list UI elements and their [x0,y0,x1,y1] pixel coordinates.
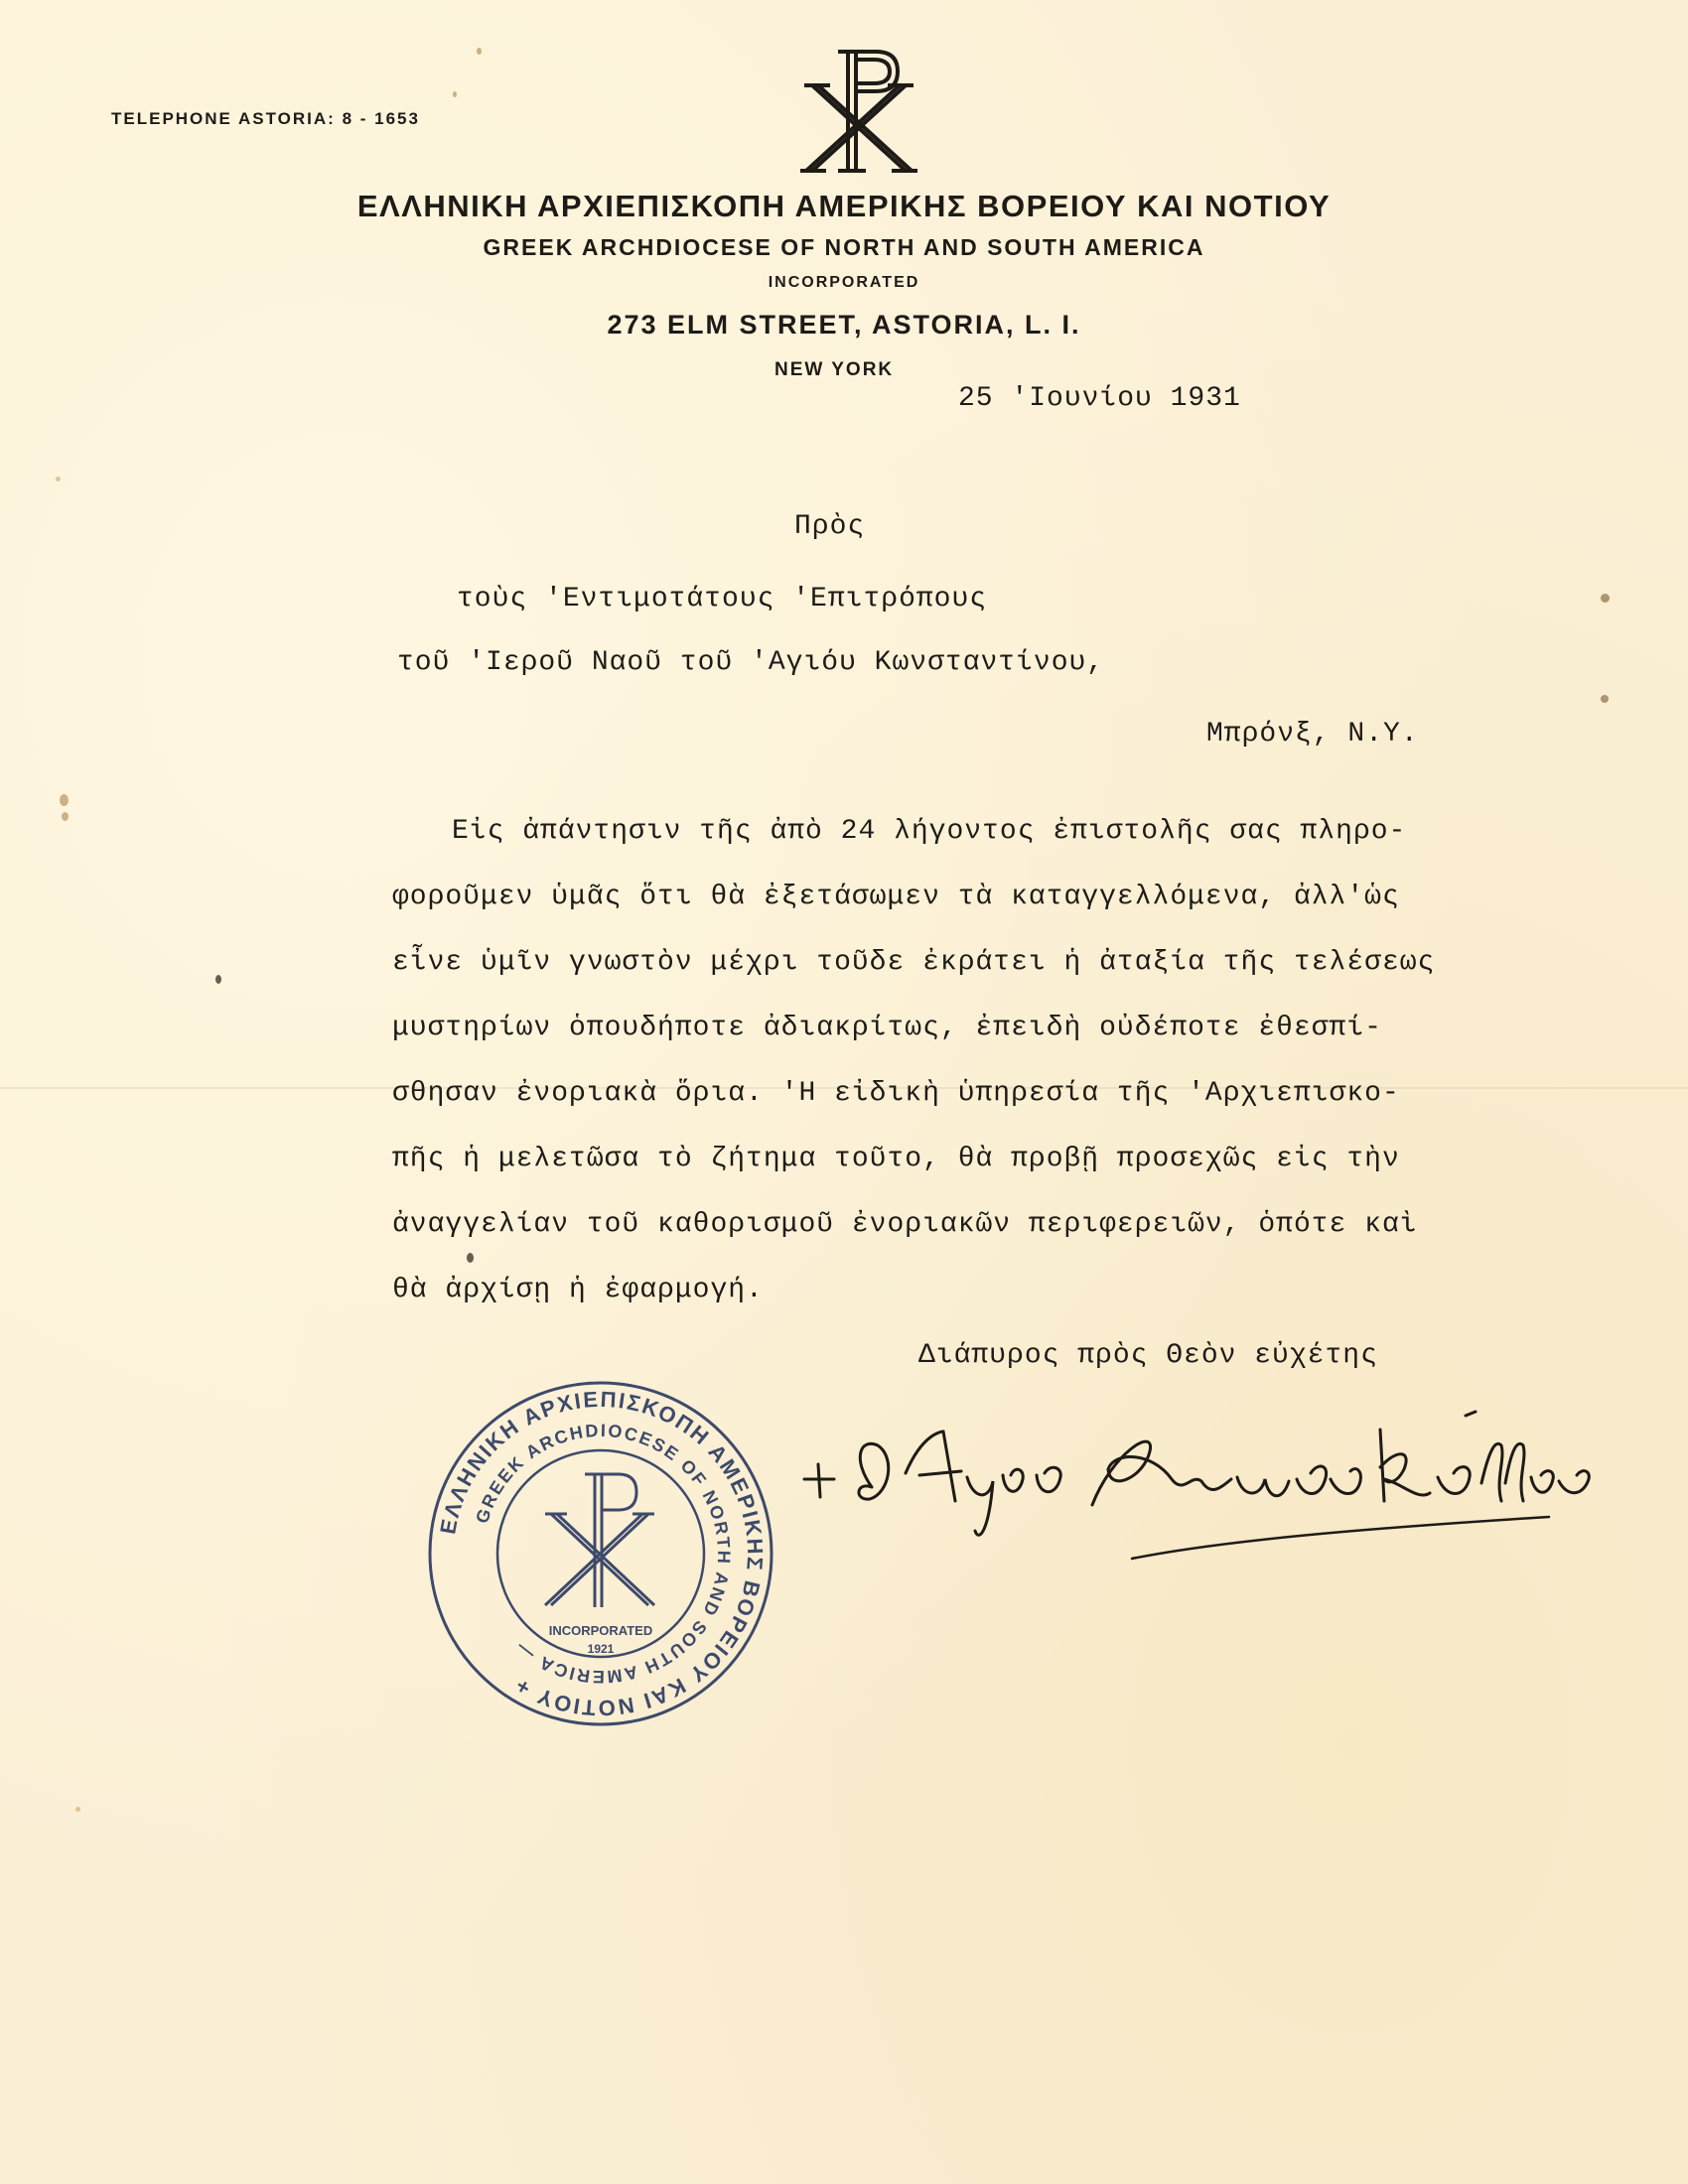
archdiocese-greek-name: ΕΛΛΗΝΙΚΗ ΑΡΧΙΕΠΙΣΚΟΠΗ ΑΜΕΡΙΚΗΣ ΒΟΡΕΙΟΥ ΚΑΙ ΝΟΤΙΟΥ [356,189,1332,223]
street-address: 273 ELM STREET, ASTORIA, L. I. [607,310,1081,340]
telephone-number: TELEPHONE ASTORIA: 8 - 1653 [111,109,420,128]
seal-outer-text: ΕΛΛΗΝΙΚΗ ΑΡΧΙΕΠΙΣΚΟΠΗ ΑΜΕΡΙΚΗΣ ΒΟΡΕΙΟΥ ΚΑΙ ΝΟΤΙΟΥ + [435,1386,769,1721]
paper-stain [1601,594,1610,603]
closing-line: Διάπυρος πρὸς Θεὸν εὐχέτης [918,1340,1378,1371]
address-line: τοὺς 'Εντιμοτάτους 'Επιτρόπους [457,584,988,614]
body-line: ἀναγγελίαν τοῦ καθορισμοῦ ἐνοριακῶν περιφερειῶν, ὁπότε καὶ [392,1209,1418,1240]
paper-stain [75,1807,80,1812]
body-line: πῆς ἡ μελετῶσα τὸ ζήτημα τοῦτο, θὰ προβῇ προσεχῶς εἰς τὴν [392,1144,1400,1174]
salutation: Πρὸς [794,511,866,542]
handwritten-signature [794,1410,1609,1608]
paper-stain [453,91,457,97]
chi-rho-icon [794,48,923,177]
city-label: NEW YORK [774,359,895,380]
letter-date: 25 'Ιουνίου 1931 [958,383,1241,414]
address-line: τοῦ 'Ιεροῦ Ναοῦ τοῦ 'Αγιόυ Κωνσταντίνου, [397,647,1105,678]
archdiocese-english-name: GREEK ARCHDIOCESE OF NORTH AND SOUTH AMERICA [483,234,1205,260]
address-line: Μπρόνξ, Ν.Υ. [1206,719,1419,750]
paper-stain [62,812,69,821]
seal-chi-rho-icon [545,1474,654,1607]
body-line: σθησαν ἐνοριακὰ ὅρια. 'Η εἰδικὴ ὑπηρεσία τῆς 'Αρχιεπισκο- [392,1078,1400,1109]
incorporated-label: INCORPORATED [768,274,920,291]
paper-stain [1601,695,1609,703]
archdiocese-seal [422,1375,779,1732]
paper-stain [467,1253,474,1263]
paper-stain [215,975,221,984]
body-line: εἶνε ὑμῖν γνωστὸν μέχρι τοῦδε ἐκράτει ἡ ἀταξία τῆς τελέσεως [392,947,1436,978]
seal-inner-text: GREEK ARCHDIOCESE OF NORTH AND SOUTH AMERICA — [472,1420,735,1688]
body-line: θὰ ἀρχίσῃ ἡ ἐφαρμογή. [392,1275,764,1305]
paper-stain [60,794,69,806]
seal-year: 1921 [587,1642,615,1656]
paper-stain [477,48,482,55]
paper-stain [56,477,61,481]
body-line: φοροῦμεν ὑμᾶς ὅτι θὰ ἐξετάσωμεν τὰ καταγγελλόμενα, ἀλλ'ὡς [392,882,1400,912]
seal-incorporated-label: INCORPORATED [548,1623,653,1638]
body-line: μυστηρίων ὁπουδήποτε ἀδιακρίτως, ἐπειδὴ οὐδέποτε ἐθεσπί- [392,1013,1382,1043]
body-line: Εἰς ἀπάντησιν τῆς ἀπὸ 24 λήγοντος ἐπιστολῆς σας πληρο- [452,816,1407,847]
